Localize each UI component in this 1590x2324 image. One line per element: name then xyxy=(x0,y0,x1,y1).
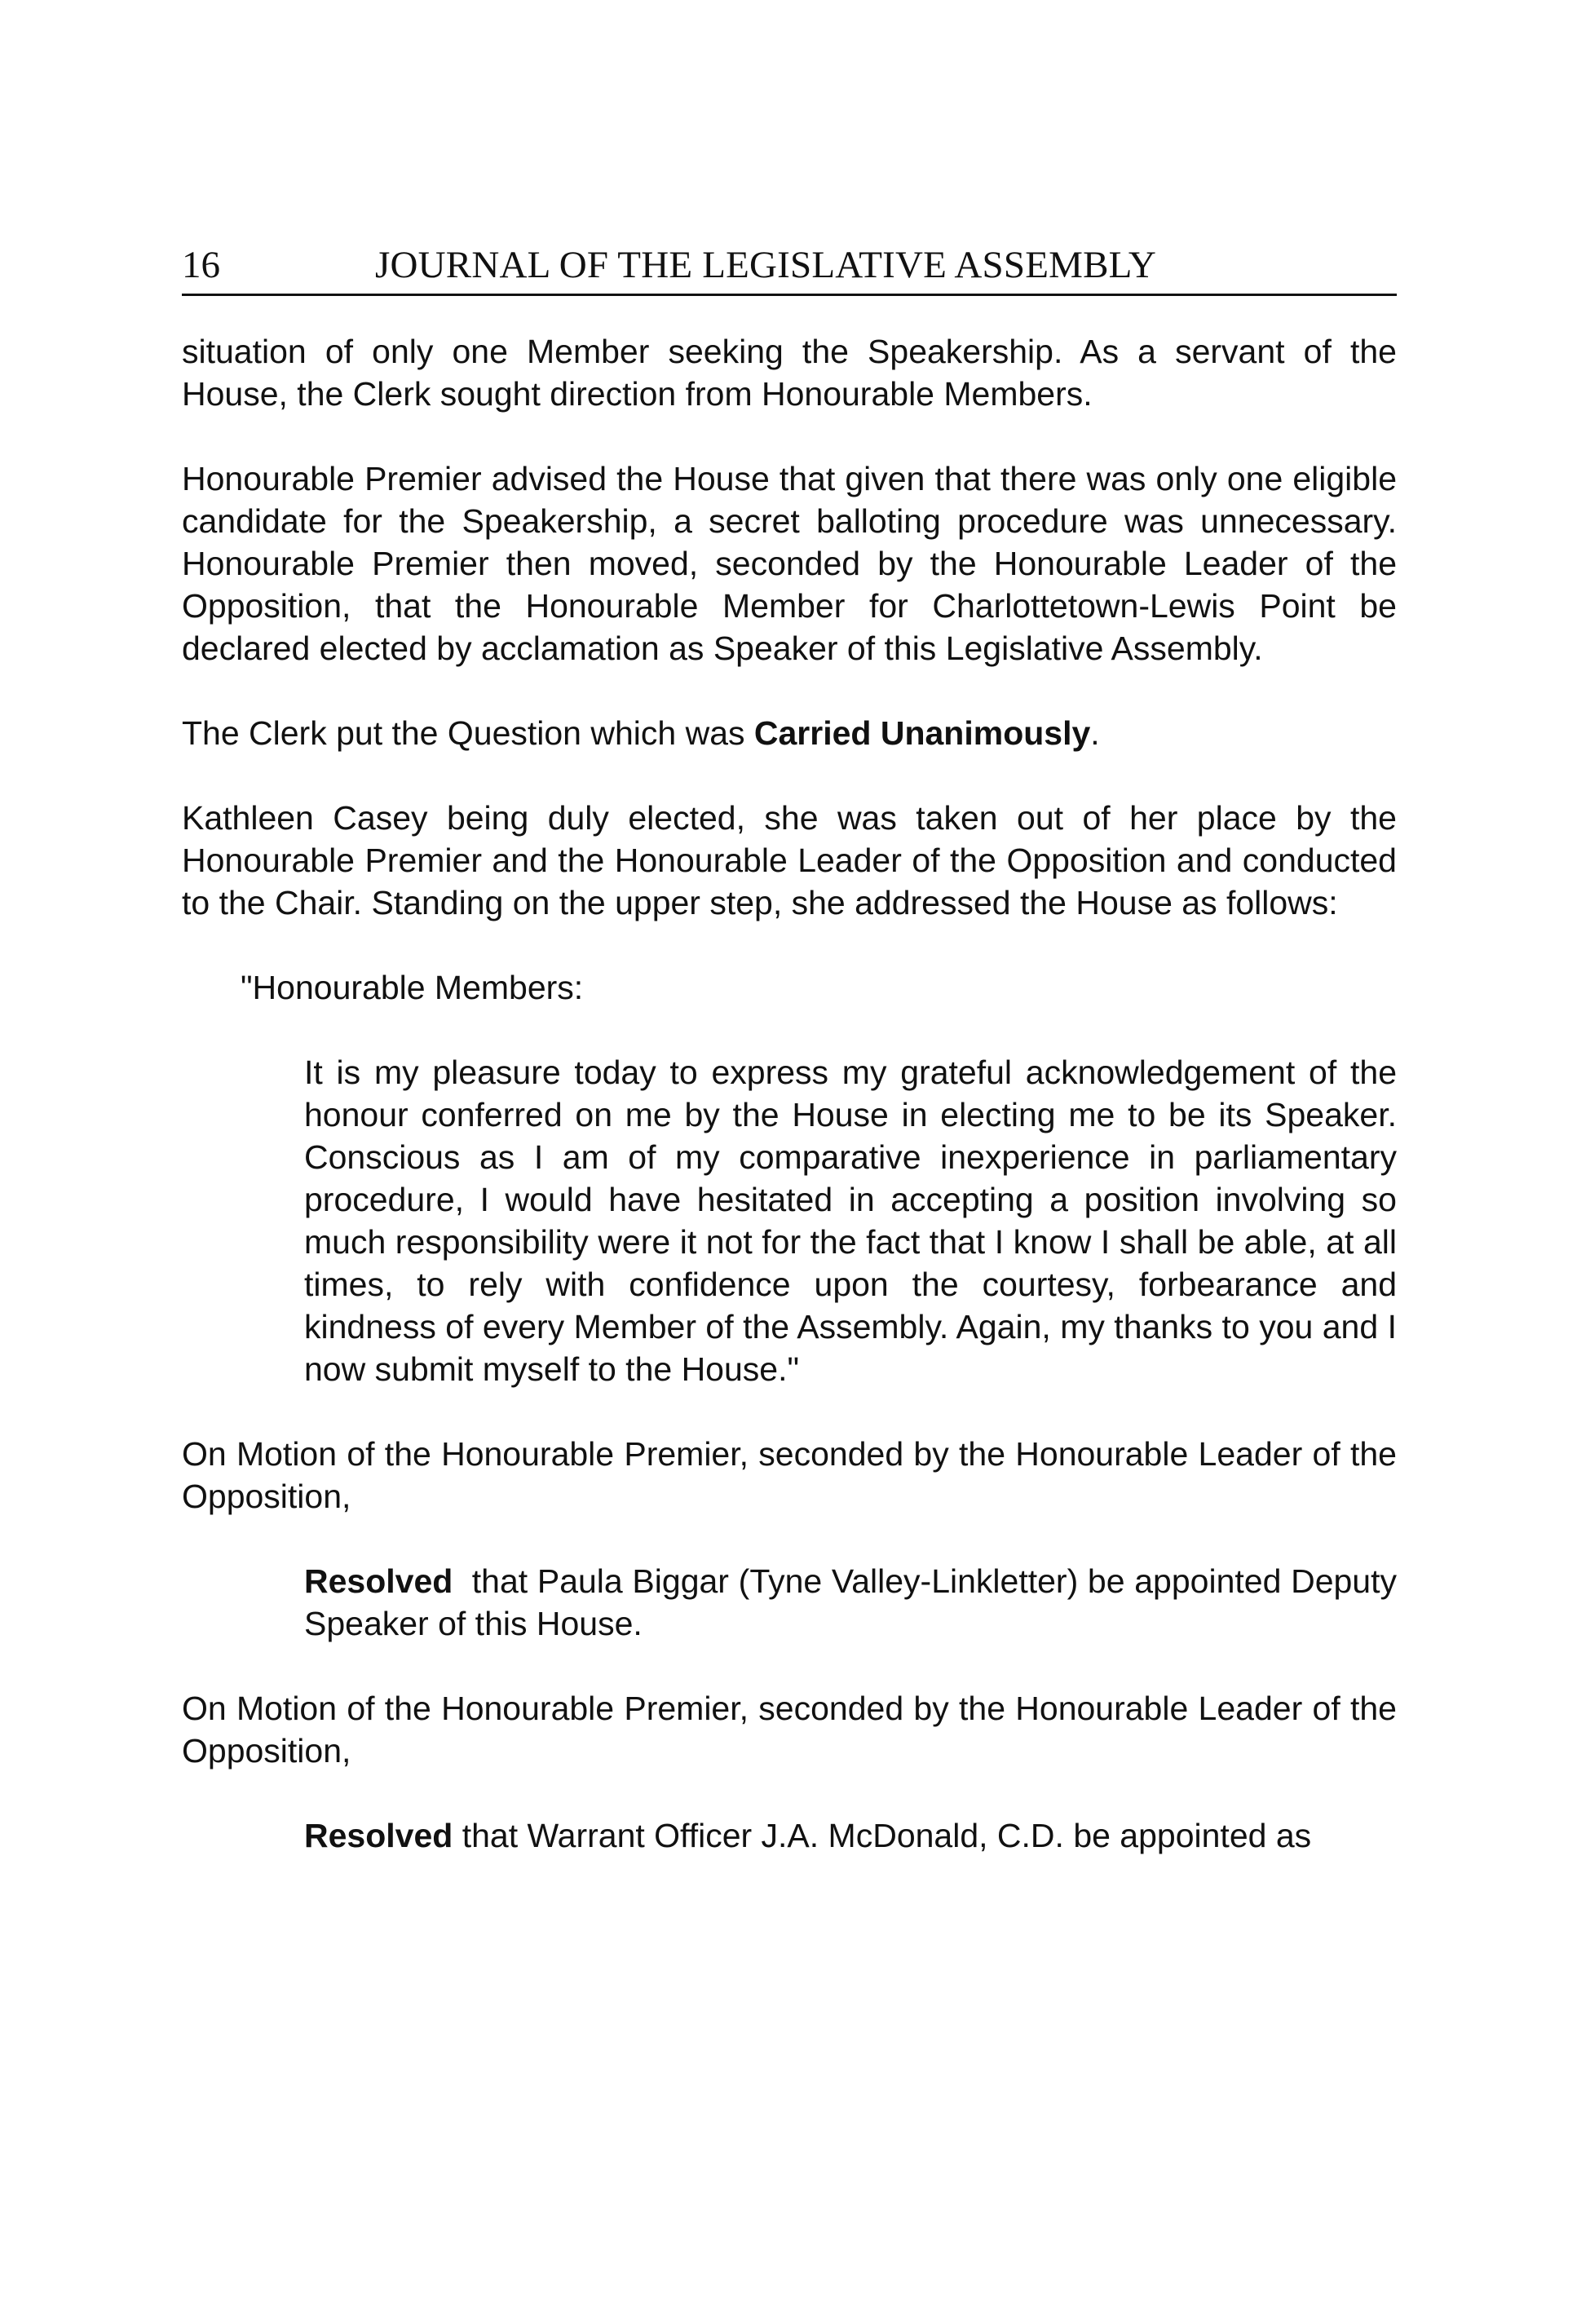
paragraph-premier-motion: Honourable Premier advised the House that given that there was only one eligible candidate for the Speakership, a secret balloting procedure was unnecessary. Honourable Premier then moved, seconded by the Honourable Leader of the Opposition, that the Honourable Member for Charlottetown-Lewis Point be declared elected by acclamation as Speaker of this Legislative Assembly. xyxy=(182,460,1397,667)
journal-title: JOURNAL OF THE LEGISLATIVE ASSEMBLY xyxy=(375,244,1156,286)
carried-unanimously-text: Carried Unanimously xyxy=(753,714,1091,752)
resolution-deputy-speaker xyxy=(304,1560,1407,1645)
motion-warrant-officer: On Motion of the Honourable Premier, seconded by the Honourable Leader of the Opposition, xyxy=(182,1690,1397,1770)
resolved-label: Resolved xyxy=(304,1817,453,1854)
page-number: 16 xyxy=(182,244,220,286)
resolution-warrant-officer xyxy=(304,1814,1397,1857)
resolution-warrant-officer-text: that Warrant Officer J.A. McDonald, C.D. be appointed as xyxy=(453,1817,1312,1854)
paragraph-question-result xyxy=(182,712,1397,754)
journal-body xyxy=(182,330,1407,1899)
paragraph-speaker-elected: Kathleen Casey being duly elected, she was taken out of her place by the Honourable Premier and the Honourable Leader of the Opposition and conducted to the Chair. Standing on the upper step, she addressed the House as follows: xyxy=(182,799,1397,921)
resolved-label: Resolved xyxy=(304,1562,453,1600)
speaker-address-quote: It is my pleasure today to express my grateful acknowledgement of the honour conferred on me by the House in electing me to be its Speaker. Conscious as I am of my comparative inexperience in parliamentary procedure, I would have hesitated in accepting a position involving so much responsibility were it not for the fact that I know I shall be able, at all times, to rely with confidence upon the courtesy, forbearance and kindness of every Member of the Assembly. Again, my thanks to you and I now submit myself to the House." xyxy=(304,1054,1397,1388)
motion-deputy-speaker: On Motion of the Honourable Premier, seconded by the Honourable Leader of the Opposition, xyxy=(182,1435,1397,1515)
resolution-deputy-speaker-text: that Paula Biggar (Tyne Valley-Linkletter) be appointed Deputy Speaker of this House. xyxy=(304,1562,1407,1642)
question-text: The Clerk put the Question which was xyxy=(182,714,754,752)
paragraph-speakership-situation: situation of only one Member seeking the Speakership. As a servant of the House, the Clerk sought direction from Honourable Members. xyxy=(182,333,1397,413)
question-period: . xyxy=(1090,714,1100,752)
speech-salutation: "Honourable Members: xyxy=(241,969,584,1006)
page-header xyxy=(182,236,1397,296)
